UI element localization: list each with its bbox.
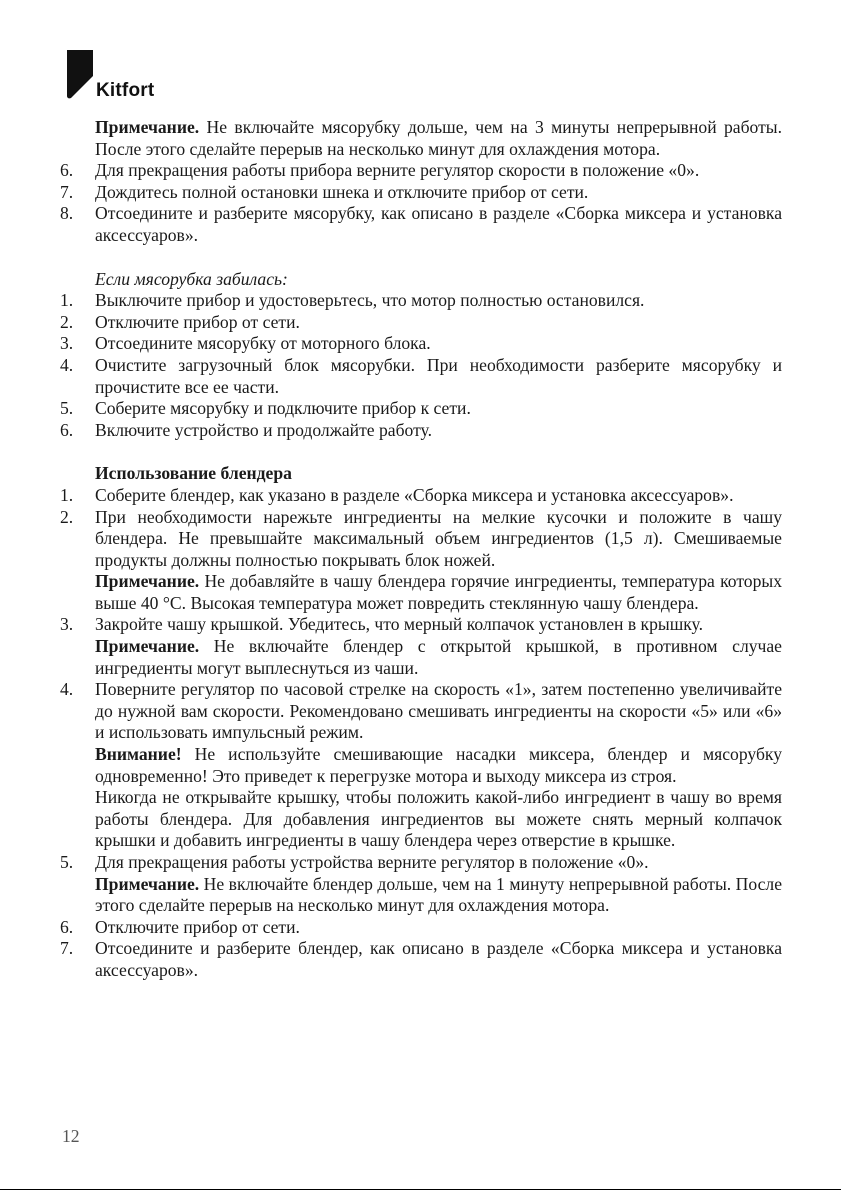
item-text: Для прекращения работы устройства верните регулятор в положение «0». bbox=[95, 852, 649, 872]
item-text: Дождитесь полной остановки шнека и отключите прибор от сети. bbox=[95, 181, 589, 202]
item-number: 6. bbox=[60, 160, 74, 181]
item-text: Для прекращения работы прибора верните регулятор скорости в положение «0». bbox=[95, 160, 700, 181]
page-edge-line bbox=[0, 1189, 841, 1190]
note-label: Примечание. bbox=[95, 571, 200, 592]
list-item bbox=[60, 160, 782, 182]
list-item bbox=[60, 398, 782, 420]
list-item bbox=[60, 852, 782, 917]
list-item bbox=[60, 507, 782, 615]
note-text: Не включайте блендер дольше, чем на 1 минуту непрерывной работы. После этого сделайте перерыв на несколько минут для охлаждения мотора. bbox=[95, 873, 782, 916]
list-item bbox=[60, 290, 782, 312]
item-number: 5. bbox=[60, 398, 74, 419]
item-text: Отключите прибор от сети. bbox=[95, 311, 300, 332]
note-text: Не добавляйте в чашу блендера горячие ингредиенты, температура которых выше 40 °С. Высокая температура может повредить стеклянную чашу блендера. bbox=[95, 571, 782, 613]
item-text: При необходимости нарежьте ингредиенты на мелкие кусочки и положите в чашу блендера. Не превышайте максимальный объем ингредиентов (1,5 л). Смешиваемые продукты должны полностью покрывать блок ножей. bbox=[95, 506, 782, 570]
item-number: 6. bbox=[60, 916, 74, 937]
item-number: 1. bbox=[60, 290, 74, 311]
note-text: Не включайте блендер с открытой крышкой, в противном случае ингредиенты могут выплеснуться из чаши. bbox=[95, 636, 782, 678]
section-heading-clog: Если мясорубка забилась: bbox=[95, 268, 288, 289]
item-text: Поверните регулятор по часовой стрелке на скорость «1», затем постепенно увеличивайте до нужной вам скорости. Рекомендовано смешивать ингредиенты на скорости «5» или «6» и использовать импульсный режим. bbox=[95, 679, 782, 743]
item-number: 4. bbox=[60, 354, 74, 375]
note-label: Примечание. bbox=[95, 873, 200, 894]
list-item bbox=[60, 203, 782, 246]
item-number: 8. bbox=[60, 203, 74, 224]
item-text: Соберите блендер, как указано в разделе «Сборка миксера и установка аксессуаров». bbox=[95, 484, 734, 505]
item-number: 3. bbox=[60, 333, 74, 354]
note-text: Не включайте мясорубку дольше, чем на 3 минуты непрерывной работы. После этого сделайте перерыв на несколько минут для охлаждения мотора. bbox=[95, 117, 782, 159]
brand-logo bbox=[67, 50, 154, 100]
section-heading-blender: Использование блендера bbox=[95, 463, 292, 484]
item-text: Очистите загрузочный блок мясорубки. При необходимости разберите мясорубку и прочистите все ее части. bbox=[95, 354, 782, 397]
item-number: 7. bbox=[60, 938, 74, 959]
item-text: Закройте чашу крышкой. Убедитесь, что мерный колпачок установлен в крышку. bbox=[95, 614, 703, 635]
item-text: Отключите прибор от сети. bbox=[95, 916, 300, 937]
list-item bbox=[60, 355, 782, 398]
list-item bbox=[60, 938, 782, 981]
list-item bbox=[60, 614, 782, 679]
item-number: 3. bbox=[60, 614, 74, 635]
item-text: Никогда не открывайте крышку, чтобы положить какой-либо ингредиент в чашу во время работы блендера. Для добавления ингредиентов вы можете снять мерный колпачок крышки и добавить ингредиенты в чашу блендера через отверстие в крышке. bbox=[95, 787, 782, 851]
item-number: 2. bbox=[60, 311, 74, 332]
list-item bbox=[60, 333, 782, 355]
item-text: Отсоедините и разберите мясорубку, как описано в разделе «Сборка миксера и установка аксессуаров». bbox=[95, 203, 782, 245]
note-paragraph bbox=[95, 636, 782, 679]
item-text: Включите устройство и продолжайте работу. bbox=[95, 419, 432, 440]
warning-text: Не используйте смешивающие насадки миксера, блендер и мясорубку одновременно! Это приведет к перегрузке мотора и выходу миксера из строя. bbox=[95, 744, 782, 786]
note-paragraph bbox=[95, 874, 782, 917]
list-item bbox=[60, 485, 782, 507]
note-label: Примечание. bbox=[95, 117, 200, 137]
warning-label: Внимание! bbox=[95, 744, 182, 765]
note-paragraph bbox=[95, 571, 782, 614]
item-number: 7. bbox=[60, 181, 74, 202]
warning-paragraph bbox=[95, 744, 782, 787]
item-text: Выключите прибор и удостоверьтесь, что мотор полностью остановился. bbox=[95, 290, 645, 311]
item-text: Отсоедините и разберите блендер, как описано в разделе «Сборка миксера и установка аксессуаров». bbox=[95, 938, 782, 980]
item-number: 2. bbox=[60, 506, 74, 527]
item-number: 1. bbox=[60, 484, 74, 505]
page-content bbox=[60, 117, 782, 982]
item-number: 4. bbox=[60, 679, 74, 700]
list-item bbox=[60, 420, 782, 442]
list-item bbox=[60, 917, 782, 939]
kitfort-logo-icon bbox=[67, 50, 93, 100]
item-text: Отсоедините мясорубку от моторного блока. bbox=[95, 333, 431, 354]
item-text: Соберите мясорубку и подключите прибор к сети. bbox=[95, 398, 471, 419]
note-paragraph bbox=[60, 117, 782, 160]
list-item bbox=[60, 679, 782, 852]
list-item bbox=[60, 182, 782, 204]
brand-name: Kitfort bbox=[96, 80, 155, 101]
item-number: 6. bbox=[60, 419, 74, 440]
list-item bbox=[60, 312, 782, 334]
page-number: 12 bbox=[62, 1126, 80, 1146]
item-number: 5. bbox=[60, 852, 74, 872]
note-label: Примечание. bbox=[95, 636, 200, 657]
